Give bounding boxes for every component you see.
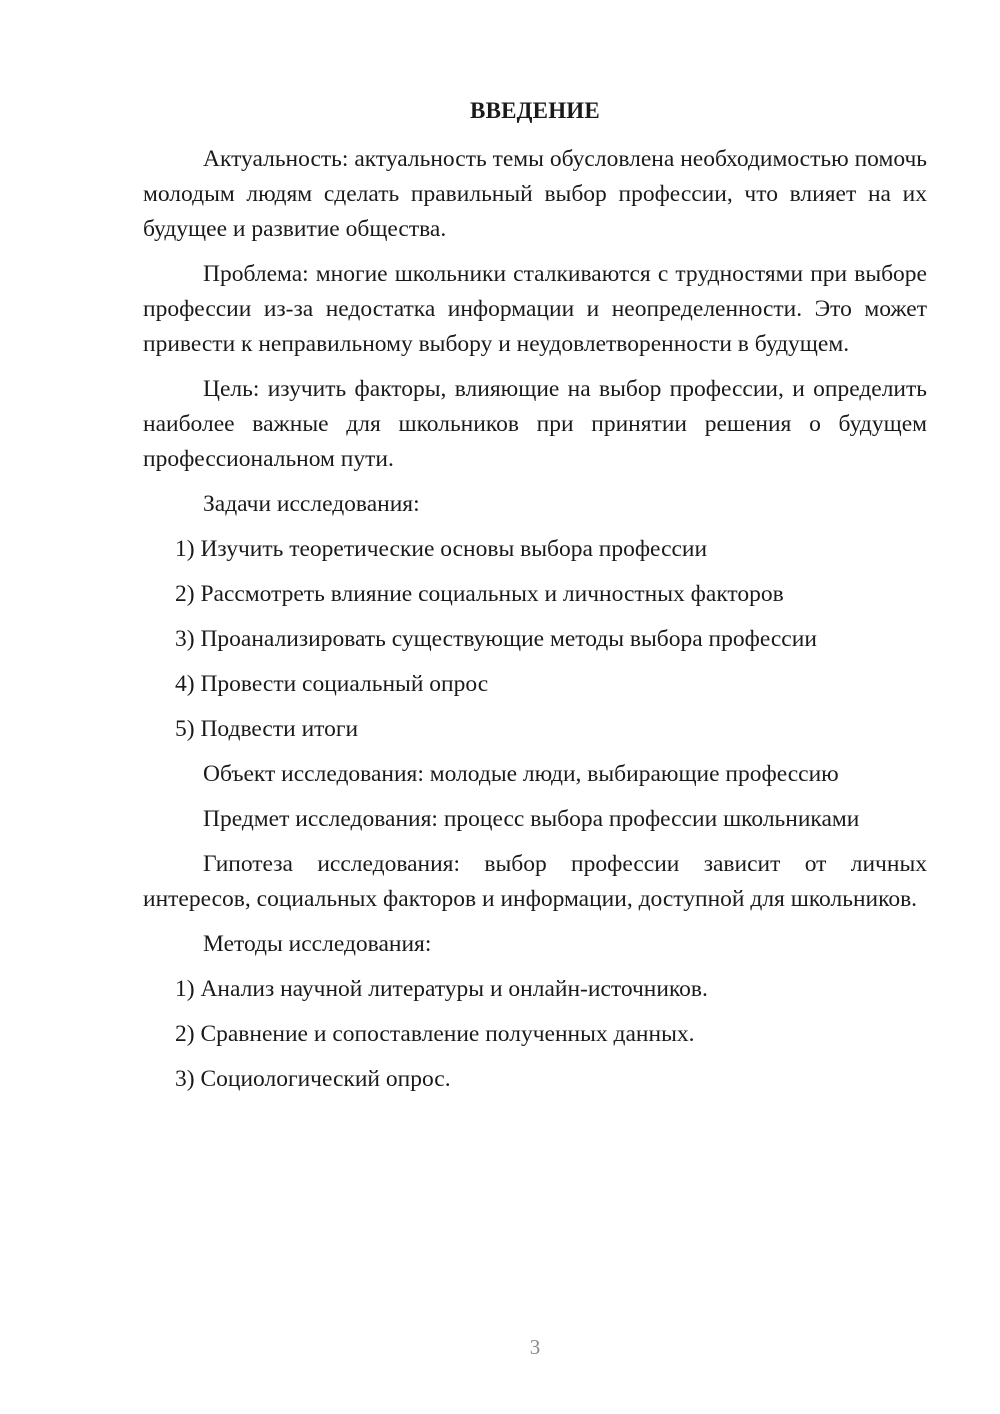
problem-paragraph: Проблема: многие школьники сталкиваются с трудностями при выборе профессии из-за недостатка информации и неопределенности. Это может привести к неправильному выбору и неудовлетворенности в будущем. bbox=[143, 261, 927, 357]
method-item: 1) Анализ научной литературы и онлайн-источников. bbox=[175, 976, 708, 1002]
document-title: ВВЕДЕНИЕ bbox=[470, 98, 600, 123]
task-item: 3) Проанализировать существующие методы выбора профессии bbox=[175, 626, 817, 652]
method-item: 3) Социологический опрос. bbox=[175, 1066, 451, 1092]
hypothesis-paragraph: Гипотеза исследования: выбор профессии зависит от личных интересов, социальных факторов и информации, доступной для школьников. bbox=[143, 851, 927, 912]
goal-paragraph: Цель: изучить факторы, влияющие на выбор профессии, и определить наиболее важные для школьников при принятии решения о будущем профессиональном пути. bbox=[143, 376, 927, 472]
document-body bbox=[143, 142, 927, 1107]
research-subject: Предмет исследования: процесс выбора профессии школьниками bbox=[203, 806, 860, 832]
task-item: 1) Изучить теоретические основы выбора профессии bbox=[175, 536, 708, 562]
relevance-paragraph: Актуальность: актуальность темы обусловлена необходимостью помочь молодым людям сделать правильный выбор профессии, что влияет на их будущее и развитие общества. bbox=[143, 146, 927, 242]
task-item: 5) Подвести итоги bbox=[175, 716, 359, 742]
task-item: 2) Рассмотреть влияние социальных и личностных факторов bbox=[175, 581, 784, 607]
method-item: 2) Сравнение и сопоставление полученных данных. bbox=[175, 1021, 695, 1047]
research-object: Объект исследования: молодые люди, выбирающие профессию bbox=[203, 761, 839, 787]
page-number: 3 bbox=[529, 1335, 541, 1359]
task-item: 4) Провести социальный опрос bbox=[175, 671, 489, 697]
tasks-heading: Задачи исследования: bbox=[203, 491, 420, 517]
methods-heading: Методы исследования: bbox=[203, 931, 432, 957]
